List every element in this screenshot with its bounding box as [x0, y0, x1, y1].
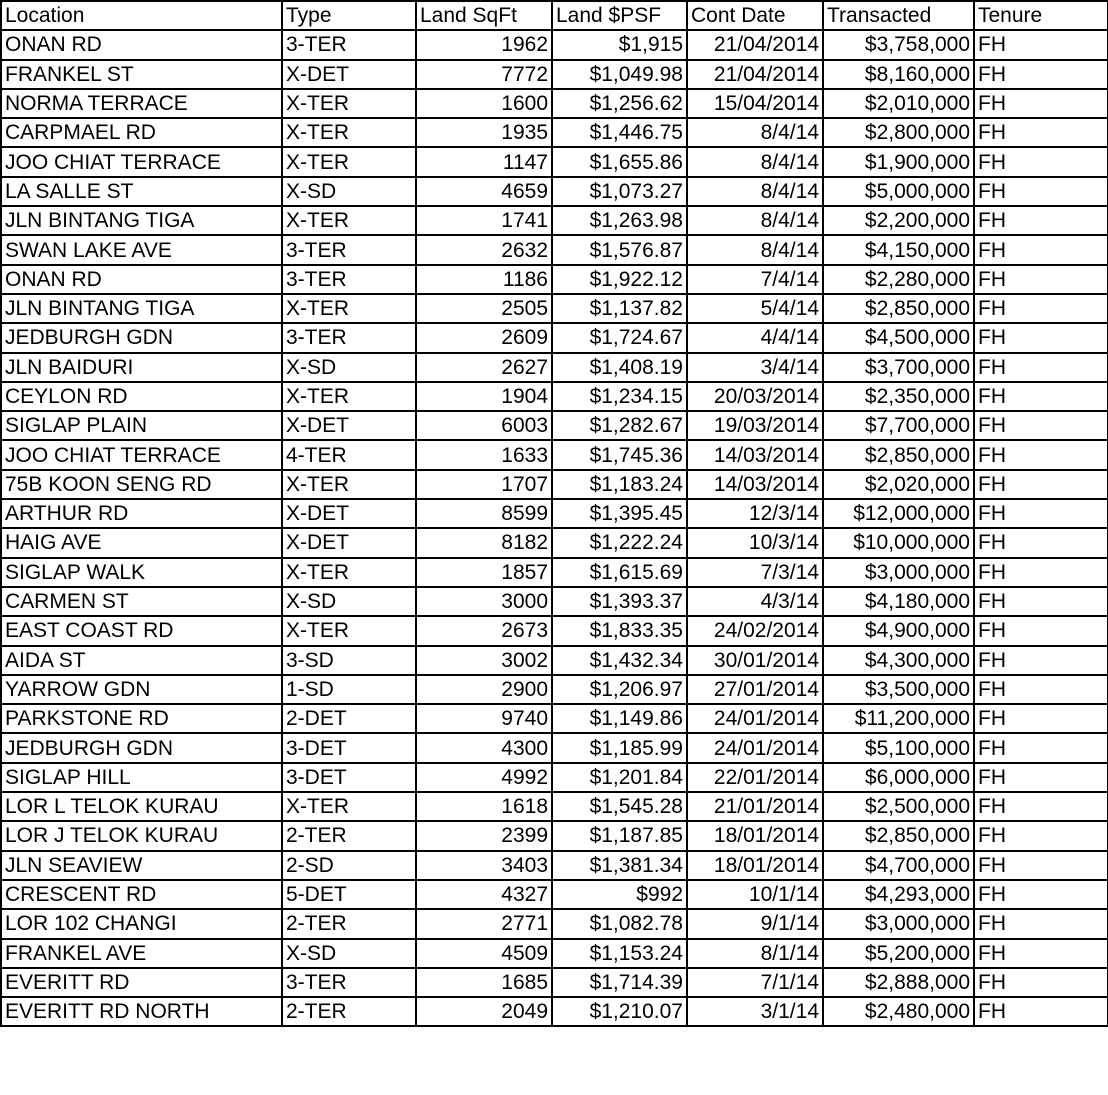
cell-land-psf[interactable]: $1,833.35 [552, 616, 687, 645]
cell-type[interactable]: 3-TER [282, 323, 416, 352]
header-transacted[interactable]: Transacted [823, 1, 974, 30]
cell-type[interactable]: 2-TER [282, 997, 416, 1026]
cell-tenure[interactable]: FH [974, 763, 1108, 792]
cell-transacted[interactable]: $10,000,000 [823, 528, 974, 557]
cell-land-sqft[interactable]: 7772 [416, 60, 552, 89]
cell-land-sqft[interactable]: 1633 [416, 440, 552, 469]
cell-transacted[interactable]: $8,160,000 [823, 60, 974, 89]
cell-tenure[interactable]: FH [974, 294, 1108, 323]
cell-tenure[interactable]: FH [974, 235, 1108, 264]
cell-type[interactable]: X-TER [282, 382, 416, 411]
cell-land-psf[interactable]: $1,714.39 [552, 968, 687, 997]
cell-land-psf[interactable]: $1,745.36 [552, 440, 687, 469]
cell-tenure[interactable]: FH [974, 147, 1108, 176]
cell-location[interactable]: CARMEN ST [1, 587, 282, 616]
cell-tenure[interactable]: FH [974, 646, 1108, 675]
cell-land-psf[interactable]: $1,201.84 [552, 763, 687, 792]
header-cont-date[interactable]: Cont Date [687, 1, 823, 30]
cell-cont-date[interactable]: 8/4/14 [687, 235, 823, 264]
cell-location[interactable]: ONAN RD [1, 265, 282, 294]
cell-transacted[interactable]: $2,850,000 [823, 440, 974, 469]
cell-land-sqft[interactable]: 2609 [416, 323, 552, 352]
cell-type[interactable]: X-TER [282, 470, 416, 499]
cell-land-psf[interactable]: $1,206.97 [552, 675, 687, 704]
cell-type[interactable]: X-DET [282, 60, 416, 89]
cell-type[interactable]: 3-TER [282, 235, 416, 264]
cell-land-psf[interactable]: $1,183.24 [552, 470, 687, 499]
cell-location[interactable]: ARTHUR RD [1, 499, 282, 528]
cell-land-sqft[interactable]: 1707 [416, 470, 552, 499]
table-row [1, 177, 1108, 206]
cell-transacted[interactable]: $2,480,000 [823, 997, 974, 1026]
cell-transacted[interactable]: $2,020,000 [823, 470, 974, 499]
cell-land-sqft[interactable]: 2771 [416, 909, 552, 938]
cell-tenure[interactable]: FH [974, 30, 1108, 59]
cell-land-sqft[interactable]: 3002 [416, 646, 552, 675]
cell-cont-date[interactable]: 3/1/14 [687, 997, 823, 1026]
cell-location[interactable]: JLN SEAVIEW [1, 851, 282, 880]
cell-land-sqft[interactable]: 4992 [416, 763, 552, 792]
table-row [1, 89, 1108, 118]
cell-transacted[interactable]: $4,180,000 [823, 587, 974, 616]
cell-tenure[interactable]: FH [974, 909, 1108, 938]
header-location[interactable]: Location [1, 1, 282, 30]
cell-tenure[interactable]: FH [974, 528, 1108, 557]
cell-land-sqft[interactable]: 2900 [416, 675, 552, 704]
cell-type[interactable]: 1-SD [282, 675, 416, 704]
cell-type[interactable]: X-TER [282, 558, 416, 587]
cell-land-sqft[interactable]: 1857 [416, 558, 552, 587]
cell-type[interactable]: 3-TER [282, 265, 416, 294]
cell-transacted[interactable]: $12,000,000 [823, 499, 974, 528]
cell-type[interactable]: 4-TER [282, 440, 416, 469]
cell-cont-date[interactable]: 12/3/14 [687, 499, 823, 528]
cell-land-sqft[interactable]: 1147 [416, 147, 552, 176]
cell-cont-date[interactable]: 21/01/2014 [687, 792, 823, 821]
cell-cont-date[interactable]: 27/01/2014 [687, 675, 823, 704]
cell-cont-date[interactable]: 4/3/14 [687, 587, 823, 616]
cell-land-sqft[interactable]: 2627 [416, 353, 552, 382]
table-row [1, 382, 1108, 411]
cell-transacted[interactable]: $6,000,000 [823, 763, 974, 792]
table-row [1, 206, 1108, 235]
table-row [1, 821, 1108, 850]
cell-transacted[interactable]: $5,000,000 [823, 177, 974, 206]
cell-location[interactable]: LA SALLE ST [1, 177, 282, 206]
cell-transacted[interactable]: $2,500,000 [823, 792, 974, 821]
cell-tenure[interactable]: FH [974, 411, 1108, 440]
cell-type[interactable]: X-DET [282, 528, 416, 557]
cell-land-psf[interactable]: $1,393.37 [552, 587, 687, 616]
cell-type[interactable]: X-TER [282, 616, 416, 645]
cell-location[interactable]: NORMA TERRACE [1, 89, 282, 118]
cell-location[interactable]: JEDBURGH GDN [1, 733, 282, 762]
cell-type[interactable]: X-TER [282, 294, 416, 323]
cell-location[interactable]: HAIG AVE [1, 528, 282, 557]
cell-tenure[interactable]: FH [974, 323, 1108, 352]
cell-cont-date[interactable]: 14/03/2014 [687, 470, 823, 499]
cell-land-sqft[interactable]: 2399 [416, 821, 552, 850]
cell-tenure[interactable]: FH [974, 353, 1108, 382]
cell-cont-date[interactable]: 5/4/14 [687, 294, 823, 323]
cell-land-psf[interactable]: $1,234.15 [552, 382, 687, 411]
cell-land-sqft[interactable]: 9740 [416, 704, 552, 733]
cell-land-sqft[interactable]: 6003 [416, 411, 552, 440]
cell-type[interactable]: 3-SD [282, 646, 416, 675]
cell-transacted[interactable]: $2,850,000 [823, 821, 974, 850]
cell-tenure[interactable]: FH [974, 939, 1108, 968]
cell-transacted[interactable]: $3,500,000 [823, 675, 974, 704]
cell-type[interactable]: 2-SD [282, 851, 416, 880]
cell-transacted[interactable]: $4,900,000 [823, 616, 974, 645]
cell-land-psf[interactable]: $1,210.07 [552, 997, 687, 1026]
cell-land-psf[interactable]: $1,545.28 [552, 792, 687, 821]
table-row [1, 411, 1108, 440]
cell-transacted[interactable]: $11,200,000 [823, 704, 974, 733]
cell-location[interactable]: JLN BAIDURI [1, 353, 282, 382]
cell-transacted[interactable]: $2,850,000 [823, 294, 974, 323]
cell-location[interactable]: JOO CHIAT TERRACE [1, 147, 282, 176]
cell-land-sqft[interactable]: 1962 [416, 30, 552, 59]
table-row [1, 763, 1108, 792]
cell-cont-date[interactable]: 21/04/2014 [687, 60, 823, 89]
cell-land-psf[interactable]: $1,408.19 [552, 353, 687, 382]
table-row [1, 323, 1108, 352]
cell-cont-date[interactable]: 20/03/2014 [687, 382, 823, 411]
cell-cont-date[interactable]: 24/02/2014 [687, 616, 823, 645]
cell-location[interactable]: 75B KOON SENG RD [1, 470, 282, 499]
cell-land-psf[interactable]: $1,395.45 [552, 499, 687, 528]
cell-tenure[interactable]: FH [974, 587, 1108, 616]
cell-land-psf[interactable]: $1,137.82 [552, 294, 687, 323]
cell-transacted[interactable]: $4,150,000 [823, 235, 974, 264]
cell-type[interactable]: 3-DET [282, 733, 416, 762]
cell-type[interactable]: X-TER [282, 792, 416, 821]
cell-tenure[interactable]: FH [974, 880, 1108, 909]
cell-land-sqft[interactable]: 8182 [416, 528, 552, 557]
table-row [1, 440, 1108, 469]
cell-cont-date[interactable]: 22/01/2014 [687, 763, 823, 792]
cell-cont-date[interactable]: 8/1/14 [687, 939, 823, 968]
cell-type[interactable]: 2-TER [282, 909, 416, 938]
cell-land-psf[interactable]: $1,446.75 [552, 118, 687, 147]
cell-type[interactable]: X-TER [282, 206, 416, 235]
cell-cont-date[interactable]: 4/4/14 [687, 323, 823, 352]
cell-type[interactable]: X-TER [282, 147, 416, 176]
cell-type[interactable]: X-DET [282, 411, 416, 440]
cell-tenure[interactable]: FH [974, 470, 1108, 499]
cell-cont-date[interactable]: 10/1/14 [687, 880, 823, 909]
cell-location[interactable]: SIGLAP WALK [1, 558, 282, 587]
cell-cont-date[interactable]: 7/1/14 [687, 968, 823, 997]
cell-land-psf[interactable]: $1,153.24 [552, 939, 687, 968]
table-row [1, 294, 1108, 323]
cell-cont-date[interactable]: 3/4/14 [687, 353, 823, 382]
cell-type[interactable]: X-SD [282, 353, 416, 382]
cell-location[interactable]: EVERITT RD [1, 968, 282, 997]
cell-land-sqft[interactable]: 2049 [416, 997, 552, 1026]
table-row [1, 118, 1108, 147]
cell-land-sqft[interactable]: 2505 [416, 294, 552, 323]
cell-location[interactable]: FRANKEL ST [1, 60, 282, 89]
cell-tenure[interactable]: FH [974, 60, 1108, 89]
cell-cont-date[interactable]: 8/4/14 [687, 118, 823, 147]
cell-cont-date[interactable]: 24/01/2014 [687, 704, 823, 733]
cell-land-psf[interactable]: $1,082.78 [552, 909, 687, 938]
cell-transacted[interactable]: $4,700,000 [823, 851, 974, 880]
cell-tenure[interactable]: FH [974, 997, 1108, 1026]
cell-land-psf[interactable]: $1,222.24 [552, 528, 687, 557]
table-row [1, 792, 1108, 821]
table-row [1, 147, 1108, 176]
cell-location[interactable]: CEYLON RD [1, 382, 282, 411]
cell-land-psf[interactable]: $1,432.34 [552, 646, 687, 675]
cell-cont-date[interactable]: 30/01/2014 [687, 646, 823, 675]
cell-land-sqft[interactable]: 1186 [416, 265, 552, 294]
table-row [1, 235, 1108, 264]
cell-location[interactable]: LOR L TELOK KURAU [1, 792, 282, 821]
cell-tenure[interactable]: FH [974, 792, 1108, 821]
cell-transacted[interactable]: $4,500,000 [823, 323, 974, 352]
cell-location[interactable]: AIDA ST [1, 646, 282, 675]
cell-type[interactable]: 3-DET [282, 763, 416, 792]
cell-tenure[interactable]: FH [974, 851, 1108, 880]
cell-transacted[interactable]: $2,200,000 [823, 206, 974, 235]
cell-transacted[interactable]: $3,758,000 [823, 30, 974, 59]
cell-land-sqft[interactable]: 8599 [416, 499, 552, 528]
header-land-sqft[interactable]: Land SqFt [416, 1, 552, 30]
table-row [1, 880, 1108, 909]
table-row [1, 60, 1108, 89]
cell-type[interactable]: X-TER [282, 89, 416, 118]
cell-transacted[interactable]: $3,000,000 [823, 558, 974, 587]
cell-location[interactable]: EAST COAST RD [1, 616, 282, 645]
cell-cont-date[interactable]: 14/03/2014 [687, 440, 823, 469]
cell-location[interactable]: SIGLAP HILL [1, 763, 282, 792]
cell-location[interactable]: ONAN RD [1, 30, 282, 59]
cell-tenure[interactable]: FH [974, 733, 1108, 762]
cell-land-sqft[interactable]: 1935 [416, 118, 552, 147]
table-row [1, 997, 1108, 1026]
cell-cont-date[interactable]: 18/01/2014 [687, 851, 823, 880]
table-row [1, 499, 1108, 528]
cell-tenure[interactable]: FH [974, 616, 1108, 645]
cell-location[interactable]: JOO CHIAT TERRACE [1, 440, 282, 469]
table-row [1, 646, 1108, 675]
cell-location[interactable]: CARPMAEL RD [1, 118, 282, 147]
cell-transacted[interactable]: $4,293,000 [823, 880, 974, 909]
cell-cont-date[interactable]: 15/04/2014 [687, 89, 823, 118]
header-row [1, 1, 1108, 30]
cell-transacted[interactable]: $5,200,000 [823, 939, 974, 968]
cell-transacted[interactable]: $5,100,000 [823, 733, 974, 762]
cell-cont-date[interactable]: 24/01/2014 [687, 733, 823, 762]
cell-tenure[interactable]: FH [974, 558, 1108, 587]
cell-land-sqft[interactable]: 1618 [416, 792, 552, 821]
cell-land-psf[interactable]: $1,915 [552, 30, 687, 59]
cell-location[interactable]: CRESCENT RD [1, 880, 282, 909]
cell-land-sqft[interactable]: 2632 [416, 235, 552, 264]
cell-transacted[interactable]: $2,888,000 [823, 968, 974, 997]
cell-transacted[interactable]: $2,010,000 [823, 89, 974, 118]
cell-location[interactable]: FRANKEL AVE [1, 939, 282, 968]
cell-type[interactable]: X-TER [282, 118, 416, 147]
cell-tenure[interactable]: FH [974, 704, 1108, 733]
cell-land-sqft[interactable]: 1685 [416, 968, 552, 997]
cell-tenure[interactable]: FH [974, 968, 1108, 997]
table-row [1, 675, 1108, 704]
cell-land-psf[interactable]: $1,073.27 [552, 177, 687, 206]
cell-type[interactable]: 2-DET [282, 704, 416, 733]
cell-land-psf[interactable]: $1,256.62 [552, 89, 687, 118]
cell-location[interactable]: JLN BINTANG TIGA [1, 206, 282, 235]
cell-cont-date[interactable]: 8/4/14 [687, 147, 823, 176]
cell-land-psf[interactable]: $1,149.86 [552, 704, 687, 733]
cell-tenure[interactable]: FH [974, 382, 1108, 411]
cell-land-psf[interactable]: $992 [552, 880, 687, 909]
cell-location[interactable]: JEDBURGH GDN [1, 323, 282, 352]
cell-tenure[interactable]: FH [974, 118, 1108, 147]
table-row [1, 909, 1108, 938]
cell-transacted[interactable]: $2,800,000 [823, 118, 974, 147]
cell-cont-date[interactable]: 7/3/14 [687, 558, 823, 587]
cell-location[interactable]: YARROW GDN [1, 675, 282, 704]
cell-transacted[interactable]: $7,700,000 [823, 411, 974, 440]
cell-land-psf[interactable]: $1,615.69 [552, 558, 687, 587]
cell-type[interactable]: 3-TER [282, 30, 416, 59]
cell-tenure[interactable]: FH [974, 89, 1108, 118]
cell-type[interactable]: 5-DET [282, 880, 416, 909]
cell-location[interactable]: SIGLAP PLAIN [1, 411, 282, 440]
cell-transacted[interactable]: $3,700,000 [823, 353, 974, 382]
cell-land-sqft[interactable]: 4300 [416, 733, 552, 762]
cell-location[interactable]: JLN BINTANG TIGA [1, 294, 282, 323]
cell-transacted[interactable]: $1,900,000 [823, 147, 974, 176]
cell-cont-date[interactable]: 8/4/14 [687, 206, 823, 235]
cell-land-psf[interactable]: $1,576.87 [552, 235, 687, 264]
cell-land-psf[interactable]: $1,282.67 [552, 411, 687, 440]
cell-transacted[interactable]: $4,300,000 [823, 646, 974, 675]
cell-cont-date[interactable]: 19/03/2014 [687, 411, 823, 440]
cell-tenure[interactable]: FH [974, 675, 1108, 704]
cell-transacted[interactable]: $2,350,000 [823, 382, 974, 411]
cell-land-sqft[interactable]: 2673 [416, 616, 552, 645]
table-row [1, 968, 1108, 997]
table-row [1, 587, 1108, 616]
cell-land-sqft[interactable]: 4327 [416, 880, 552, 909]
table-row [1, 939, 1108, 968]
cell-tenure[interactable]: FH [974, 265, 1108, 294]
cell-type[interactable]: 2-TER [282, 821, 416, 850]
cell-location[interactable]: PARKSTONE RD [1, 704, 282, 733]
cell-tenure[interactable]: FH [974, 440, 1108, 469]
cell-transacted[interactable]: $3,000,000 [823, 909, 974, 938]
cell-tenure[interactable]: FH [974, 206, 1108, 235]
cell-cont-date[interactable]: 8/4/14 [687, 177, 823, 206]
cell-land-psf[interactable]: $1,049.98 [552, 60, 687, 89]
cell-location[interactable]: EVERITT RD NORTH [1, 997, 282, 1026]
cell-type[interactable]: X-DET [282, 499, 416, 528]
cell-land-sqft[interactable]: 1904 [416, 382, 552, 411]
cell-cont-date[interactable]: 7/4/14 [687, 265, 823, 294]
cell-type[interactable]: X-SD [282, 587, 416, 616]
cell-land-sqft[interactable]: 4509 [416, 939, 552, 968]
table-row [1, 733, 1108, 762]
table-row [1, 851, 1108, 880]
table-row [1, 30, 1108, 59]
cell-tenure[interactable]: FH [974, 499, 1108, 528]
table-row [1, 470, 1108, 499]
cell-land-psf[interactable]: $1,724.67 [552, 323, 687, 352]
cell-land-sqft[interactable]: 3403 [416, 851, 552, 880]
cell-tenure[interactable]: FH [974, 177, 1108, 206]
cell-transacted[interactable]: $2,280,000 [823, 265, 974, 294]
cell-type[interactable]: X-SD [282, 939, 416, 968]
table-row [1, 704, 1108, 733]
table-row [1, 265, 1108, 294]
cell-cont-date[interactable]: 10/3/14 [687, 528, 823, 557]
cell-type[interactable]: X-SD [282, 177, 416, 206]
header-land-psf[interactable]: Land $PSF [552, 1, 687, 30]
table-row [1, 528, 1108, 557]
cell-cont-date[interactable]: 18/01/2014 [687, 821, 823, 850]
cell-location[interactable]: LOR 102 CHANGI [1, 909, 282, 938]
cell-land-psf[interactable]: $1,187.85 [552, 821, 687, 850]
cell-land-sqft[interactable]: 4659 [416, 177, 552, 206]
table-row [1, 353, 1108, 382]
cell-land-sqft[interactable]: 1741 [416, 206, 552, 235]
cell-land-psf[interactable]: $1,922.12 [552, 265, 687, 294]
cell-land-psf[interactable]: $1,381.34 [552, 851, 687, 880]
cell-land-psf[interactable]: $1,655.86 [552, 147, 687, 176]
cell-type[interactable]: 3-TER [282, 968, 416, 997]
header-type[interactable]: Type [282, 1, 416, 30]
header-tenure[interactable]: Tenure [974, 1, 1108, 30]
cell-land-psf[interactable]: $1,185.99 [552, 733, 687, 762]
cell-location[interactable]: LOR J TELOK KURAU [1, 821, 282, 850]
table-row [1, 616, 1108, 645]
cell-land-psf[interactable]: $1,263.98 [552, 206, 687, 235]
cell-cont-date[interactable]: 9/1/14 [687, 909, 823, 938]
cell-tenure[interactable]: FH [974, 821, 1108, 850]
cell-cont-date[interactable]: 21/04/2014 [687, 30, 823, 59]
cell-land-sqft[interactable]: 3000 [416, 587, 552, 616]
cell-location[interactable]: SWAN LAKE AVE [1, 235, 282, 264]
table-row [1, 558, 1108, 587]
cell-land-sqft[interactable]: 1600 [416, 89, 552, 118]
